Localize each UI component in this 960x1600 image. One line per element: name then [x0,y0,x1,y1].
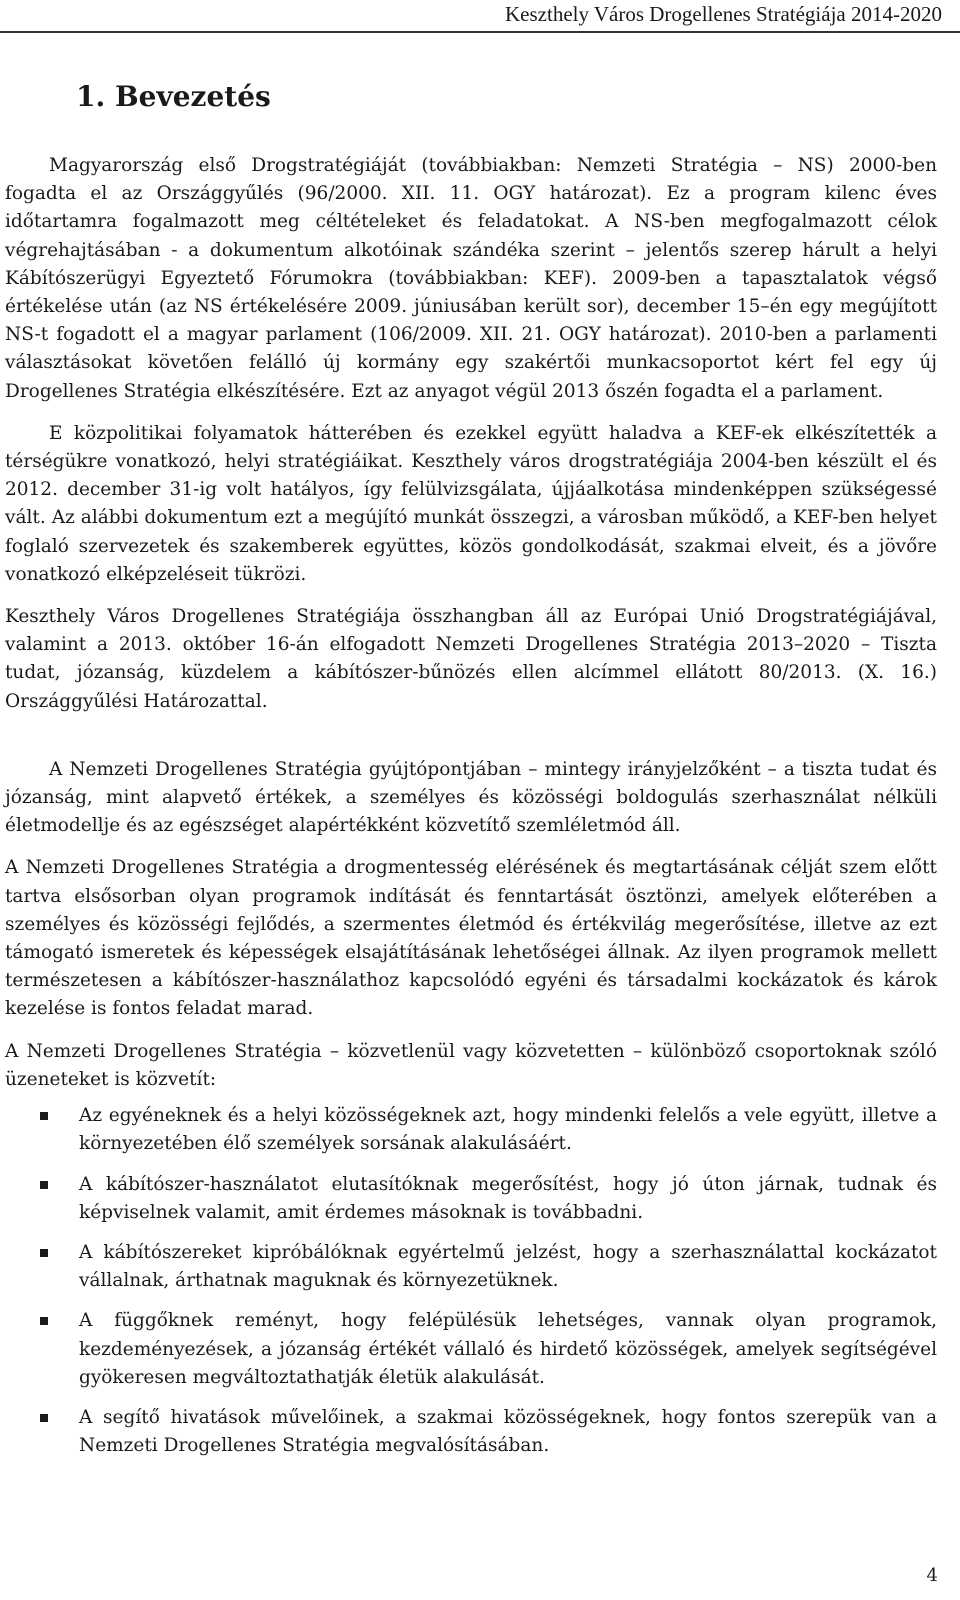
list-item [5,1171,937,1227]
list-item [5,1404,937,1460]
body-text [5,152,937,1472]
paragraph-drug-free: A Nemzeti Drogellenes Stratégia a drogmentesség elérésének és megtartásának célját szem előtt tartva elsősorban olyan programok indítását és fenntartását ösztönzi, amelyek előterében a személyes és közösségi fejlődés, a szermentes életmód és értékvilág megerősítése, illetve az ezt támogató ismeretek és képességek elsajátításának lehetőségei állnak. Az ilyen programok mellett természetesen a kábítószer-használathoz kapcsolódó egyéni és társadalmi kockázatok és károk kezelése is fontos feladat marad. [5,857,937,1020]
list-item [5,1102,937,1158]
header-rule [0,31,960,33]
list-item-text: A kábítószereket kipróbálóknak egyértelmű jelzést, hogy a szerhasználattal kockázatot vállalnak, árthatnak maguknak és környezetüknek. [79,1241,937,1292]
paragraph-focus: A Nemzeti Drogellenes Stratégia gyújtópontjában – mintegy irányjelzőként – a tiszta tudat és józanság, mint alapvető értékek, a személyes és közösségi boldogulás szerhasználat nélküli életmodellje és az egészséget alapértékként közvetítő szemléletmód áll. [5,758,937,837]
paragraph-intro: Magyarország első Drogstratégiáját (továbbiakban: Nemzeti Stratégia – NS) 2000-ben fogadta el az Országgyűlés (96/2000. XII. 11. OGY határozat). Ez a program kilenc éves időtartamra fogalmazott meg céltételeket és feladatokat. A NS-ben megfogalmazott célok végrehajtásában - a dokumentum alkotóinak szándéka szerint – jelentős szerep hárult a helyi Kábítószerügyi Egyeztető Fórumokra (továbbiakban: KEF). 2009-ben a tapasztalatok végső értékelése után (az NS értékelésére 2009. júniusában került sor), december 15–én egy megújított NS-t fogadott el a magyar parlament (106/2009. XII. 21. OGY határozat). 2010-ben a parlamenti választásokat követően felálló új kormány egy szakértői munkacsoportot kért fel egy új Drogellenes Stratégia elkészítésére. Ezt az anyagot végül 2013 őszén fogadta el a parlament. [5,155,937,402]
square-bullet-icon [40,1249,48,1257]
square-bullet-icon [40,1317,48,1325]
messages-list [5,1102,937,1460]
square-bullet-icon [40,1181,48,1189]
list-item-text: A függőknek reményt, hogy felépülésük lehetséges, vannak olyan programok, kezdeményezések, a józanság értékét vállaló és hirdető közösségek, amelyek segítségével gyökeresen megváltoztathatják életük alakulását. [79,1310,937,1388]
list-item-text: A kábítószer-használatot elutasítóknak megerősítést, hogy jó úton járnak, tudnak és képviselnek valamit, amit érdemes másoknak is továbbadni. [79,1173,937,1223]
square-bullet-icon [40,1112,48,1120]
paragraph-kef: E közpolitikai folyamatok hátterében és ezekkel együtt haladva a KEF-ek elkészítették a térségükre vonatkozó, helyi stratégiáikat. Keszthely város drogstratégiája 2004-ben készült el és 2012. december 31-ig volt hatályos, így felülvizsgálata, újjáalkotása mindenképpen szükségessé vált. Az alábbi dokumentum ezt a megújító munkát összegzi, a városban működő, a KEF-ben helyet foglaló szervezetek és szakemberek együttes, közös gondolkodását, szakmai elveit, és a jövőre vonatkozó elképzeléseit tükrözi. [5,422,937,585]
list-item-text: A segítő hivatások művelőinek, a szakmai közösségeknek, hogy fontos szerepük van a Nemzeti Drogellenes Stratégia megvalósításában. [79,1406,937,1457]
list-item-text: Az egyéneknek és a helyi közösségeknek azt, hogy mindenki felelős a vele együtt, illetve a környezetében élő személyek sorsának alakulásáért. [79,1105,937,1155]
list-item [5,1307,937,1392]
list-item [5,1239,937,1295]
page-number: 4 [926,1565,938,1586]
paragraph-messages-intro: A Nemzeti Drogellenes Stratégia – közvetlenül vagy közvetetten – különböző csoportoknak szóló üzeneteket is közvetít: [5,1040,937,1090]
paragraph-eu-alignment: Keszthely Város Drogellenes Stratégiája összhangban áll az Európai Unió Drogstratégiájával, valamint a 2013. október 16-án elfogadott Nemzeti Drogellenes Stratégia 2013–2020 – Tiszta tudat, józanság, küzdelem a kábítószer-bűnözés ellen alcímmel ellátott 80/2013. (X. 16.) Országgyűlési Határozattal. [5,606,937,712]
running-header: Keszthely Város Drogellenes Stratégiája 2014-2020 [505,2,942,26]
chapter-title: 1. Bevezetés [76,80,271,113]
square-bullet-icon [40,1414,48,1422]
